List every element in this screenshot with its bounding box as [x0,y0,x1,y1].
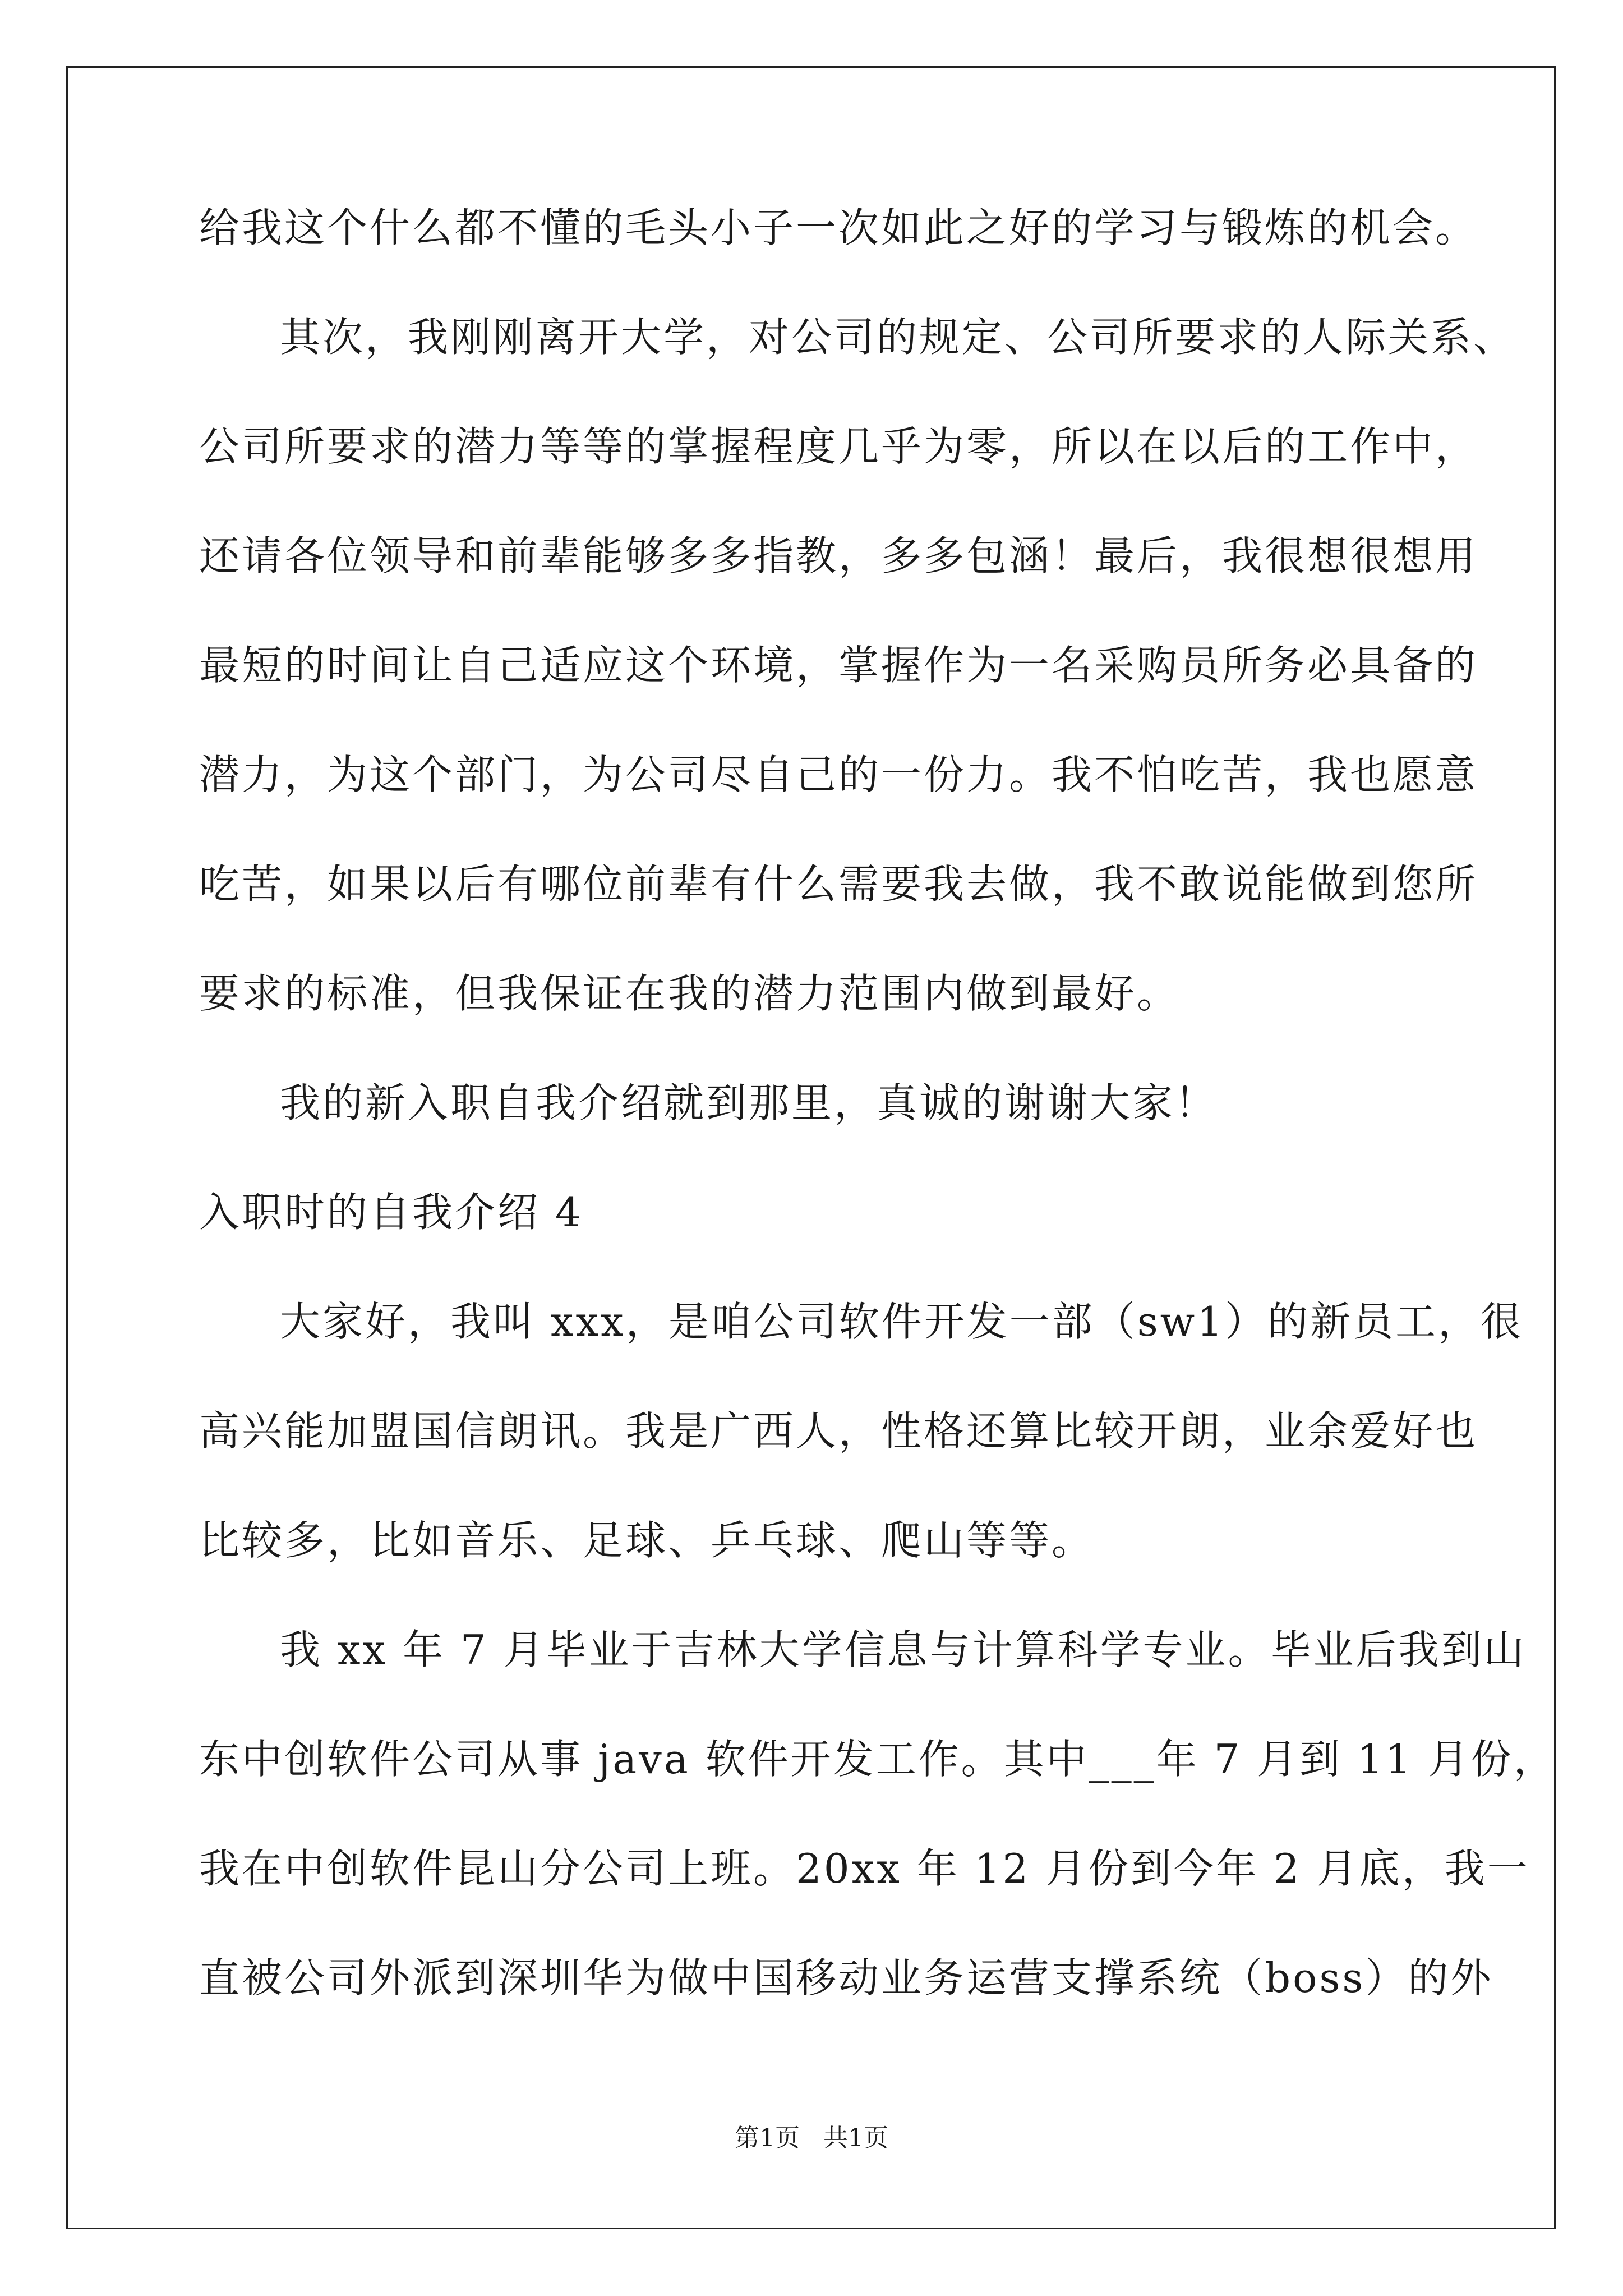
text-line: 我 xx 年 7 月毕业于吉林大学信息与计算科学专业。毕业后我到山 [280,1626,1527,1673]
text-line: 东中创软件公司从事 java 软件开发工作。其中___年 7 月到 11 月份， [199,1736,1556,1783]
text-line: 要求的标准，但我保证在我的潜力范围内做到最好。 [199,970,1180,1017]
text-line: 还请各位领导和前辈能够多多指教，多多包涵！最后，我很想很想用 [199,532,1478,579]
text-line: 我在中创软件昆山分公司上班。20xx 年 12 月份到今年 2 月底，我一 [199,1845,1530,1892]
text-line: 给我这个什么都不懂的毛头小子一次如此之好的学习与锻炼的机会。 [199,204,1478,251]
text-line: 吃苦，如果以后有哪位前辈有什么需要我去做，我不敢说能做到您所 [199,861,1478,908]
text-line: 高兴能加盟国信朗讯。我是广西人，性格还算比较开朗，业余爱好也 [199,1407,1478,1455]
text-line: 大家好，我叫 xxx，是咱公司软件开发一部（sw1）的新员工，很 [280,1298,1524,1345]
text-line: 潜力，为这个部门，为公司尽自己的一份力。我不怕吃苦，我也愿意 [199,751,1478,798]
text-line: 我的新入职自我介绍就到那里，真诚的谢谢大家！ [280,1079,1218,1126]
text-line: 最短的时间让自己适应这个环境，掌握作为一名采购员所务必具备的 [199,642,1478,689]
section-heading: 入职时的自我介绍 4 [199,1189,583,1236]
text-line: 比较多，比如音乐、足球、乒乓球、爬山等等。 [199,1517,1095,1564]
text-line: 公司所要求的潜力等等的掌握程度几乎为零，所以在以后的工作中， [199,423,1478,470]
text-line: 其次，我刚刚离开大学，对公司的规定、公司所要求的人际关系、 [280,314,1516,361]
text-line: 直被公司外派到深圳华为做中国移动业务运营支撑系统（boss）的外 [199,1954,1493,2001]
page-border [66,66,1556,2229]
page-footer: 第1页 共1页 [735,2124,888,2152]
